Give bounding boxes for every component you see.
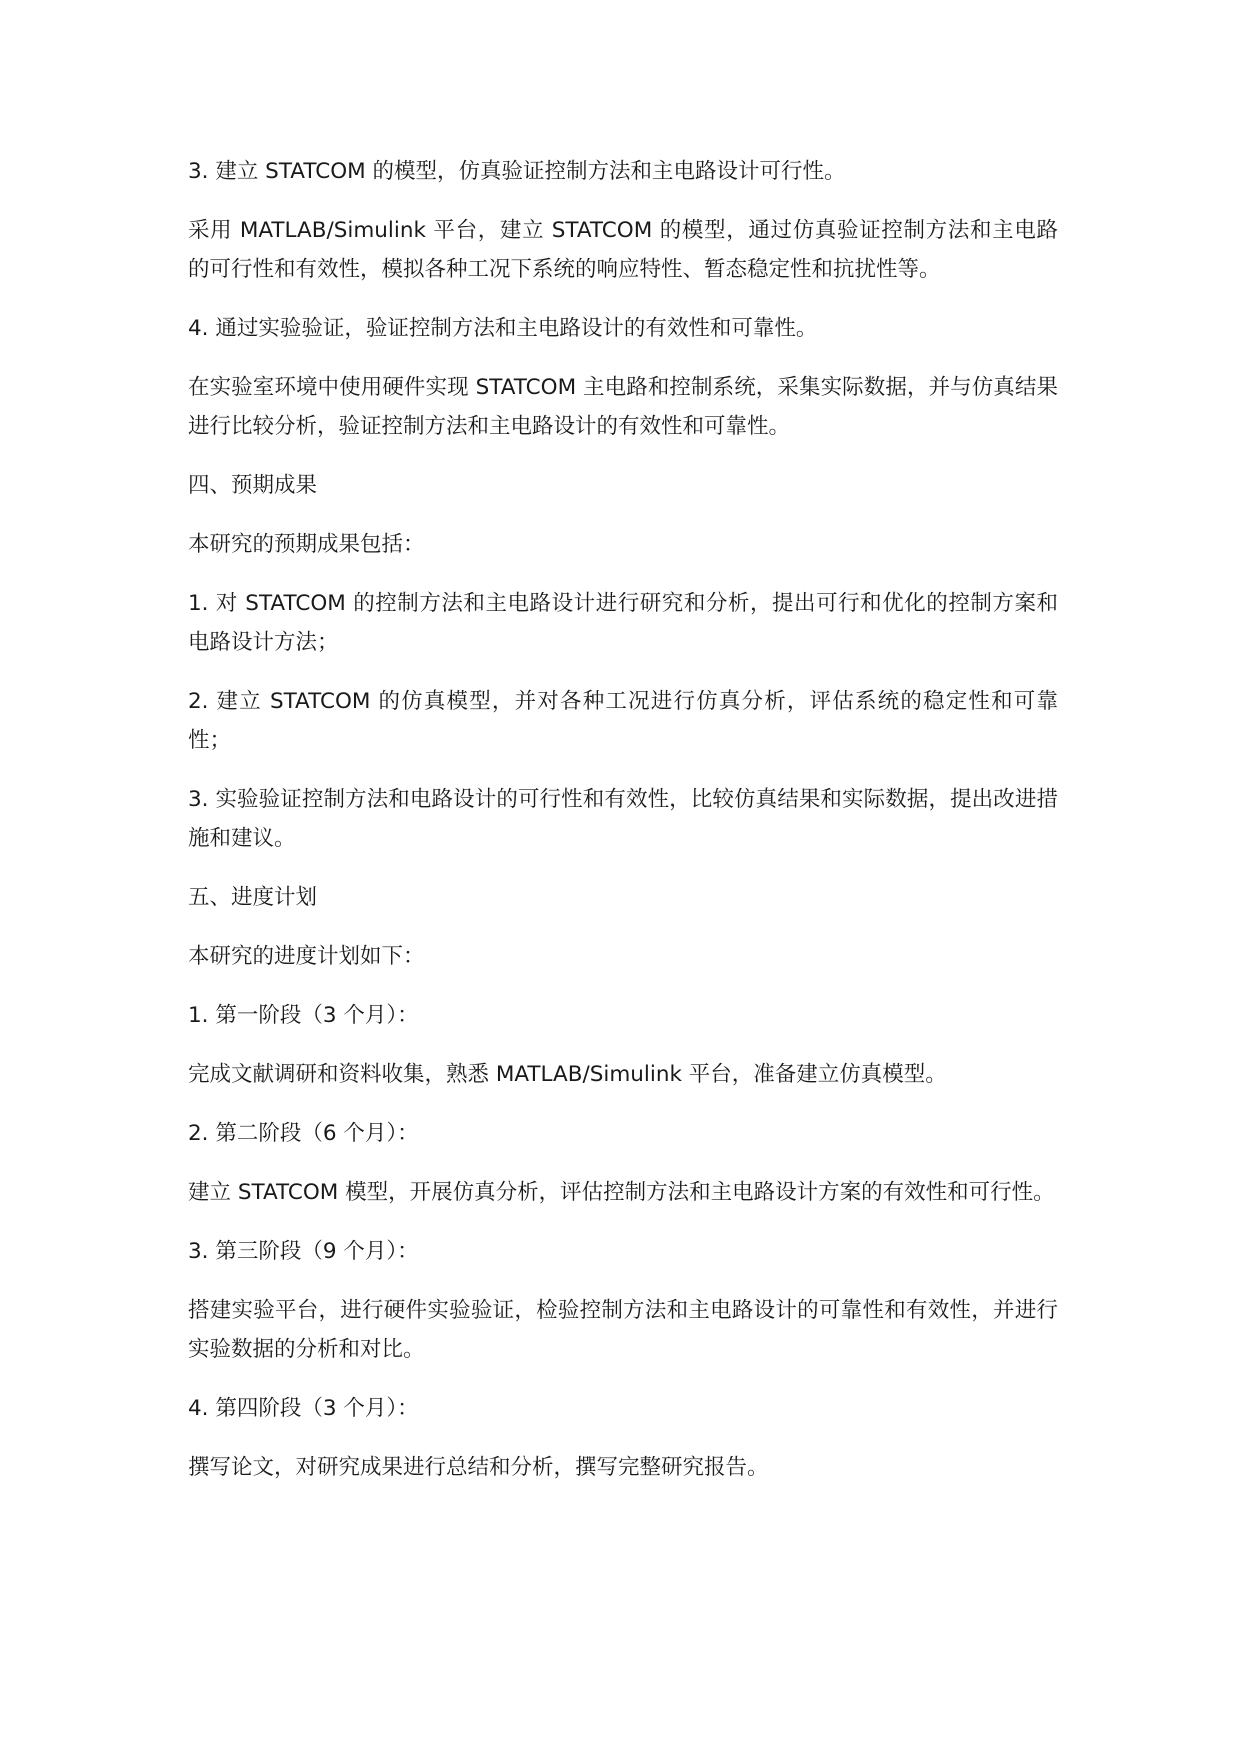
paragraph-phase-2-description: 建立 STATCOM 模型，开展仿真分析，评估控制方法和主电路设计方案的有效性和可行性。 xyxy=(188,1180,1055,1205)
paragraph-simulation-description: 采用 MATLAB/Simulink 平台，建立 STATCOM 的模型，通过仿真验证控制方法和主电路的可行性和有效性，模拟各种工况下系统的响应特性、暂态稳定性和抗扰性等。 xyxy=(188,218,1058,282)
list-item-step-3: 3. 建立 STATCOM 的模型，仿真验证控制方法和主电路设计可行性。 xyxy=(188,159,846,184)
list-item-result-3: 3. 实验验证控制方法和电路设计的可行性和有效性，比较仿真结果和实际数据，提出改进措施和建议。 xyxy=(188,787,1058,851)
list-item-result-1: 1. 对 STATCOM 的控制方法和主电路设计进行研究和分析，提出可行和优化的控制方案和电路设计方法； xyxy=(188,591,1058,655)
list-item-step-4: 4. 通过实验验证，验证控制方法和主电路设计的有效性和可靠性。 xyxy=(188,316,818,341)
paragraph-experiment-description: 在实验室环境中使用硬件实现 STATCOM 主电路和控制系统，采集实际数据，并与仿真结果进行比较分析，验证控制方法和主电路设计的有效性和可靠性。 xyxy=(188,375,1058,439)
list-item-phase-2: 2. 第二阶段（6 个月）： xyxy=(188,1121,419,1146)
list-item-phase-3: 3. 第三阶段（9 个月）： xyxy=(188,1239,419,1264)
paragraph-phase-4-description: 撰写论文，对研究成果进行总结和分析，撰写完整研究报告。 xyxy=(188,1455,769,1480)
paragraph-phase-1-description: 完成文献调研和资料收集，熟悉 MATLAB/Simulink 平台，准备建立仿真模型。 xyxy=(188,1062,947,1087)
paragraph-phase-3-description: 搭建实验平台，进行硬件实验验证，检验控制方法和主电路设计的可靠性和有效性，并进行实验数据的分析和对比。 xyxy=(188,1298,1058,1362)
list-item-phase-1: 1. 第一阶段（3 个月）： xyxy=(188,1003,419,1028)
document-body xyxy=(188,152,1058,1507)
paragraph-schedule-intro: 本研究的进度计划如下： xyxy=(188,944,425,969)
section-heading-expected-results: 四、预期成果 xyxy=(188,473,318,498)
list-item-result-2: 2. 建立 STATCOM 的仿真模型，并对各种工况进行仿真分析，评估系统的稳定性和可靠性； xyxy=(188,689,1058,753)
section-heading-schedule: 五、进度计划 xyxy=(188,885,318,910)
list-item-phase-4: 4. 第四阶段（3 个月）： xyxy=(188,1396,419,1421)
paragraph-expected-results-intro: 本研究的预期成果包括： xyxy=(188,532,425,557)
